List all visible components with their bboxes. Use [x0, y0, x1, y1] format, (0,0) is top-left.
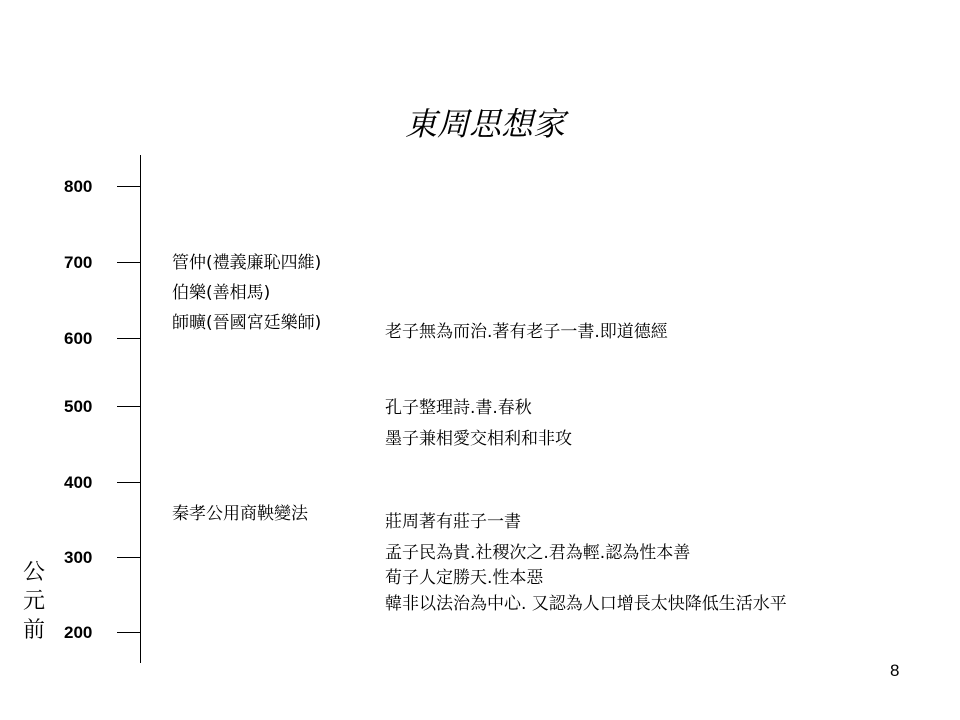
tick-mark-500 — [117, 406, 140, 407]
tick-mark-200 — [117, 632, 140, 633]
slide-title: 東周思想家 — [405, 105, 566, 143]
era-label — [20, 558, 48, 645]
tick-mark-400 — [117, 482, 140, 483]
event-mozi: 墨子兼相愛交相利和非攻 — [385, 429, 572, 449]
era-label-char: 前 — [22, 618, 45, 643]
event-guan-zhong: 管仲(禮義廉恥四維) — [172, 253, 322, 273]
tick-label-700: 700 — [64, 253, 93, 272]
tick-mark-700 — [117, 262, 140, 263]
event-shi-kuang: 師曠(晉國宮廷樂師) — [172, 313, 322, 333]
tick-mark-300 — [117, 557, 140, 558]
tick-label-800: 800 — [64, 177, 93, 196]
event-hanfei: 韓非以法治為中心. 又認為人口增長太快降低生活水平 — [385, 594, 787, 614]
event-laozi: 老子無為而治.著有老子一書.即道德經 — [385, 322, 668, 342]
tick-mark-600 — [117, 338, 140, 339]
event-xunzi: 荀子人定勝天.性本惡 — [385, 568, 544, 588]
era-label-char: 公 — [22, 560, 45, 585]
event-bo-le: 伯樂(善相馬) — [172, 283, 271, 303]
event-confucius: 孔子整理詩.書.春秋 — [385, 398, 532, 418]
tick-label-600: 600 — [64, 329, 93, 348]
event-zhuangzi: 莊周著有莊子一書 — [385, 512, 521, 532]
event-mencius: 孟子民為貴.社稷次之.君為輕.認為性本善 — [385, 543, 691, 563]
page-number: 8 — [890, 661, 900, 680]
timeline-axis — [140, 155, 141, 663]
tick-label-300: 300 — [64, 548, 93, 567]
tick-label-200: 200 — [64, 623, 93, 642]
event-shang-yang-reform: 秦孝公用商鞅變法 — [172, 504, 308, 524]
tick-label-500: 500 — [64, 397, 93, 416]
tick-mark-800 — [117, 186, 140, 187]
era-label-char: 元 — [22, 589, 45, 614]
tick-label-400: 400 — [64, 473, 93, 492]
